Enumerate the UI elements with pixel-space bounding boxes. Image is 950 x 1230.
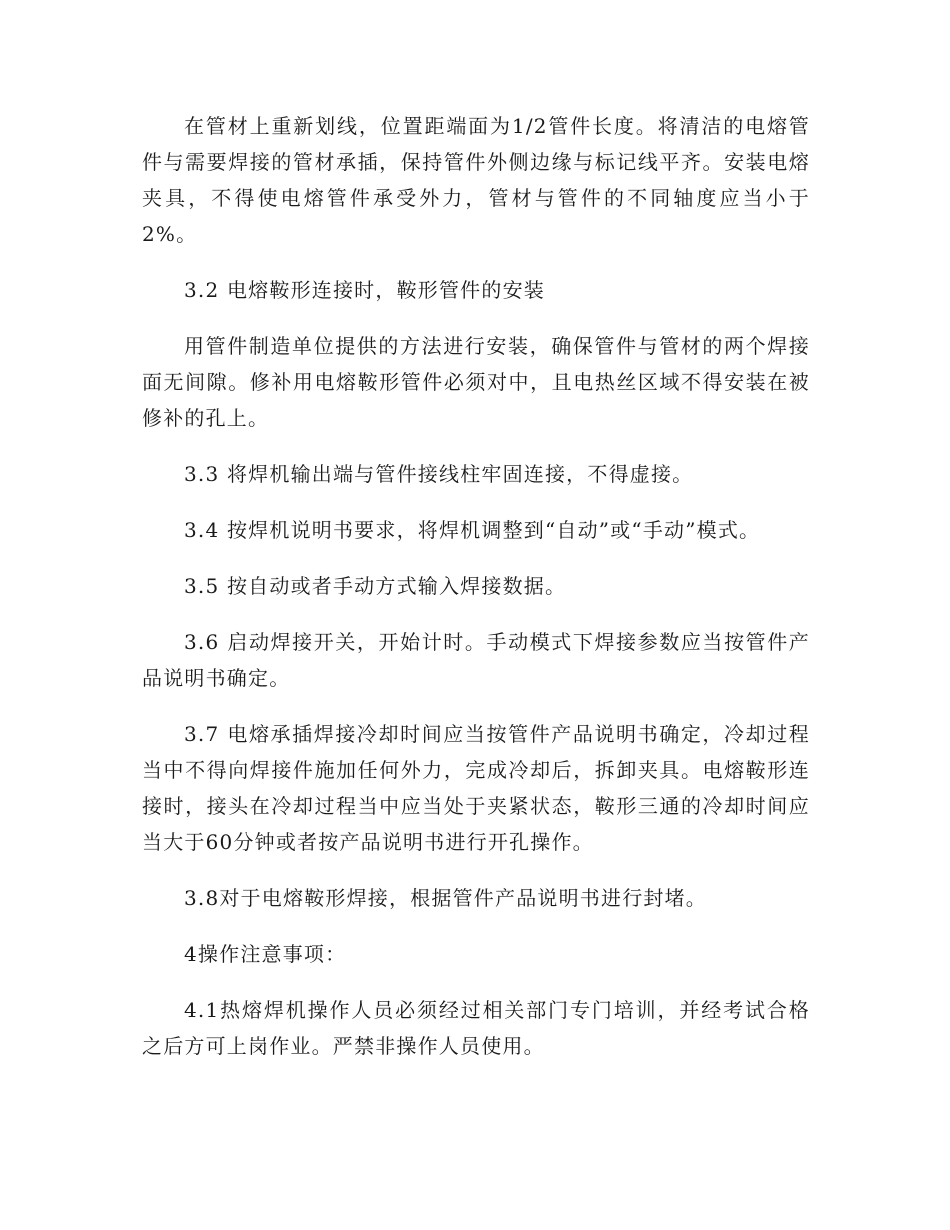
paragraph-4-1-operator-training: 4.1热熔焊机操作人员必须经过相关部门专门培训，并经考试合格之后方可上岗作业。严禁非操作人员使用。 <box>142 998 810 1058</box>
paragraph-3-5-input-data: 3.5 按自动或者手动方式输入焊接数据。 <box>184 574 567 598</box>
paragraph-3-4-mode: 3.4 按焊机说明书要求，将焊机调整到“自动”或“手动”模式。 <box>184 518 761 542</box>
paragraph-3-3-connection: 3.3 将焊机输出端与管件接线柱牢固连接，不得虚接。 <box>184 462 694 486</box>
document-body <box>142 108 810 1084</box>
paragraph-pipe-marking: 在管材上重新划线，位置距端面为1/2管件长度。将清洁的电熔管件与需要焊接的管材承插，保持管件外侧边缘与标记线平齐。安装电熔夹具，不得使电熔管件承受外力，管材与管件的不同轴度应当小于2%。 <box>142 114 810 246</box>
heading-3-2-saddle-install: 3.2 电熔鞍形连接时，鞍形管件的安装 <box>184 278 545 302</box>
heading-4-precautions: 4操作注意事项： <box>184 942 347 966</box>
paragraph-saddle-method: 用管件制造单位提供的方法进行安装，确保管件与管材的两个焊接面无间隙。修补用电熔鞍形管件必须对中，且电热丝区域不得安装在被修补的孔上。 <box>142 334 810 430</box>
paragraph-3-6-start-switch: 3.6 启动焊接开关，开始计时。手动模式下焊接参数应当按管件产品说明书确定。 <box>142 630 810 690</box>
paragraph-3-7-cooling: 3.7 电熔承插焊接冷却时间应当按管件产品说明书确定，冷却过程当中不得向焊接件施加任何外力，完成冷却后，拆卸夹具。电熔鞍形连接时，接头在冷却过程当中应当处于夹紧状态，鞍形三通的冷却时间应当大于60分钟或者按产品说明书进行开孔操作。 <box>142 722 810 854</box>
paragraph-3-8-sealing: 3.8对于电熔鞍形焊接，根据管件产品说明书进行封堵。 <box>184 886 708 910</box>
